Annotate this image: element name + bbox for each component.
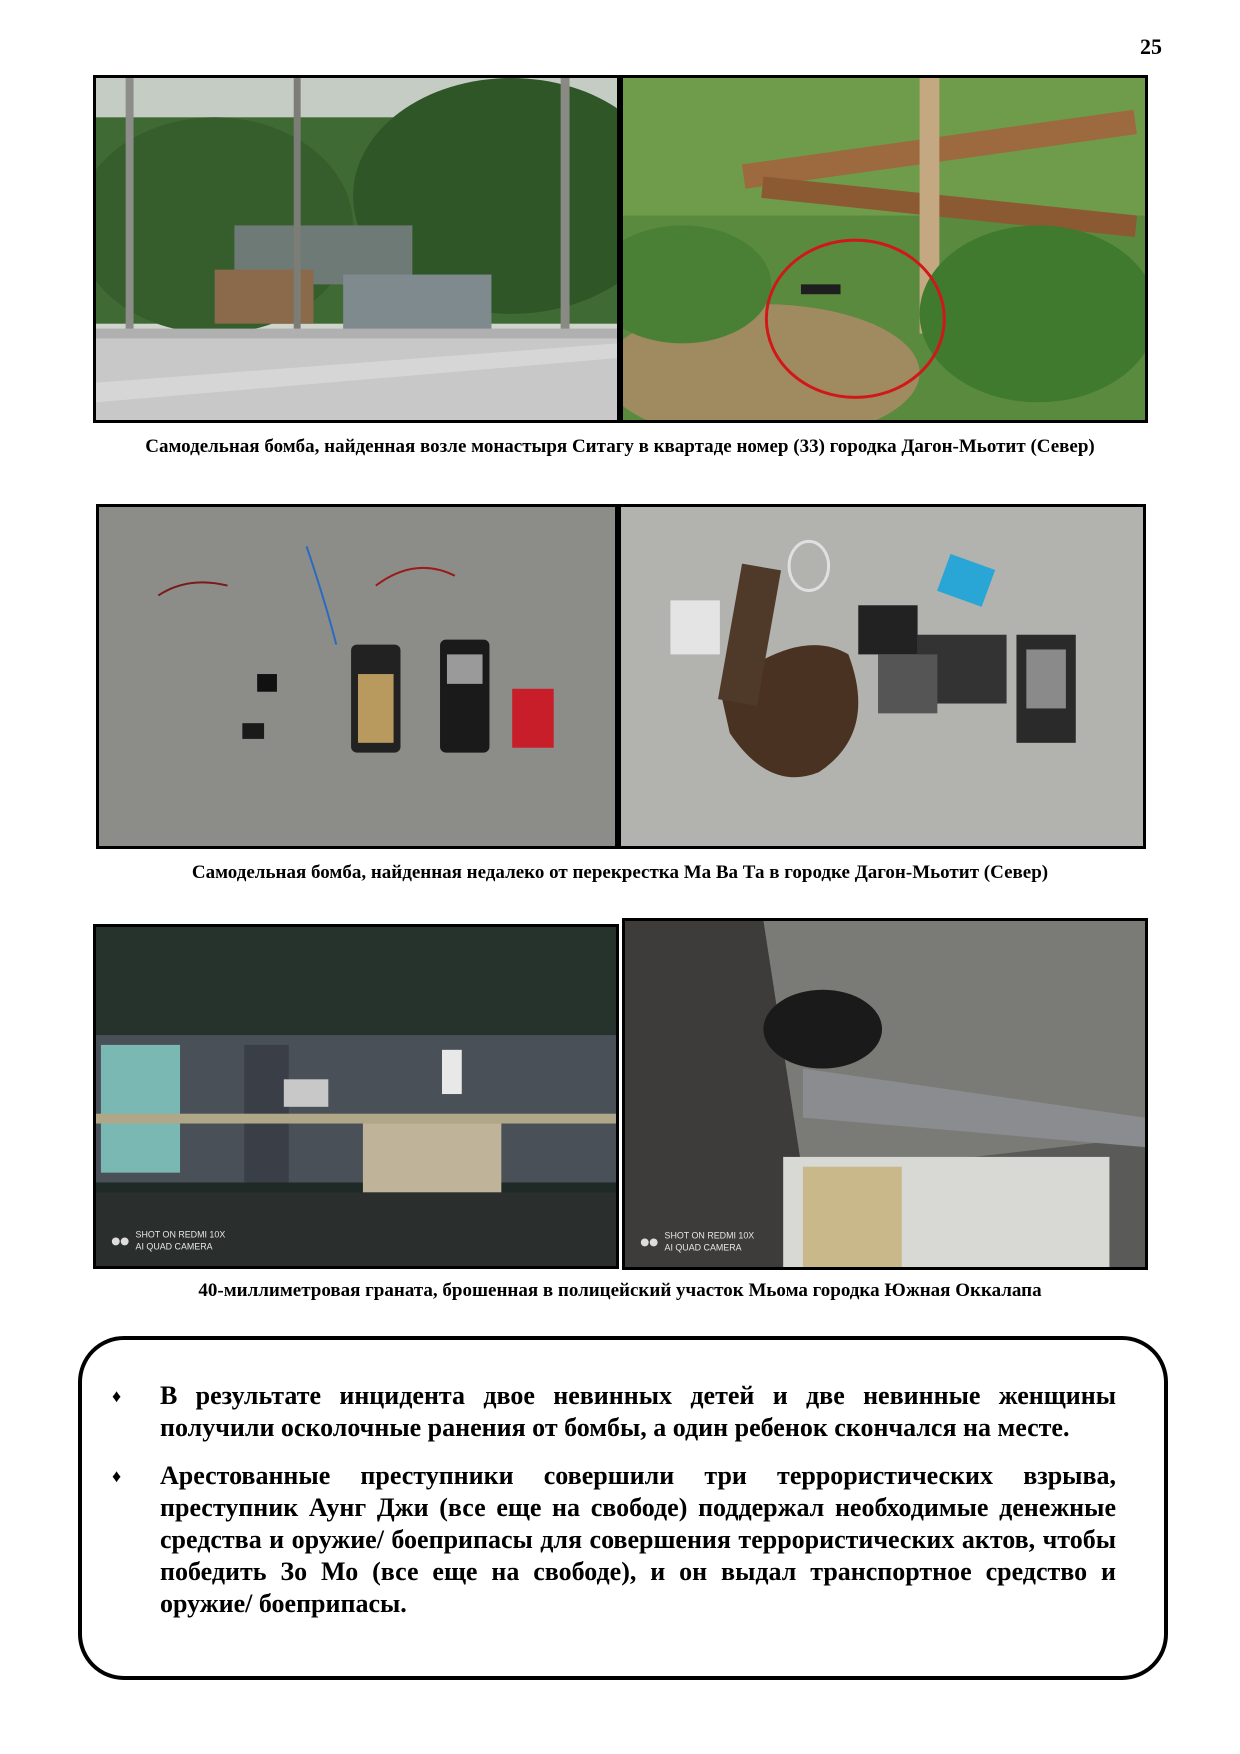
bullet-diamond-icon: ♦ xyxy=(112,1466,122,1486)
caption-row2: Самодельная бомба, найденная недалеко от перекрестка Ма Ва Та в городке Дагон-Мьотит (Север) xyxy=(191,862,1049,883)
bullet-item-1 xyxy=(112,1380,1116,1444)
watermark-line2: AI QUAD CAMERA xyxy=(135,1241,213,1252)
watermark-line2-b: AI QUAD CAMERA xyxy=(664,1242,742,1253)
bullet-text-1: В результате инцидента двое невинных детей и две невинные женщины получили осколочные ранения от бомбы, а один ребенок скончался на месте. xyxy=(160,1381,1116,1442)
photo-street-monastery xyxy=(93,75,620,423)
photo-bomb-in-grass xyxy=(620,75,1148,423)
watermark-line1: SHOT ON REDMI 10X xyxy=(135,1229,226,1240)
photo-damaged-roof xyxy=(622,918,1148,1270)
photo-police-station-night xyxy=(93,924,619,1269)
bullet-diamond-icon: ♦ xyxy=(112,1386,122,1406)
info-box xyxy=(78,1336,1168,1680)
caption-row1: Самодельная бомба, найденная возле монастыря Ситагу в квартаде номер (33) городка Дагон-Мьотит (Север) xyxy=(145,436,1095,457)
caption-row3: 40-миллиметровая граната, брошенная в полицейский участок Мьома городка Южная Оккалапа xyxy=(198,1280,1042,1301)
watermark-line1-b: SHOT ON REDMI 10X xyxy=(664,1230,755,1241)
bullet-item-2 xyxy=(112,1460,1116,1620)
page-number: 25 xyxy=(1140,34,1162,59)
photo-bomb-components xyxy=(96,504,618,849)
photo-phone-remains xyxy=(618,504,1146,849)
bullet-text-2: Арестованные преступники совершили три террористических взрыва, преступник Аунг Джи (все еще на свободе) поддержал необходимые денежные средства и оружие/ боеприпасы для совершения террористических актов, чтобы победить Зо Мо (все еще на свободе), и он выдал транспортное средство и оружие/ боеприпасы. xyxy=(160,1461,1116,1618)
